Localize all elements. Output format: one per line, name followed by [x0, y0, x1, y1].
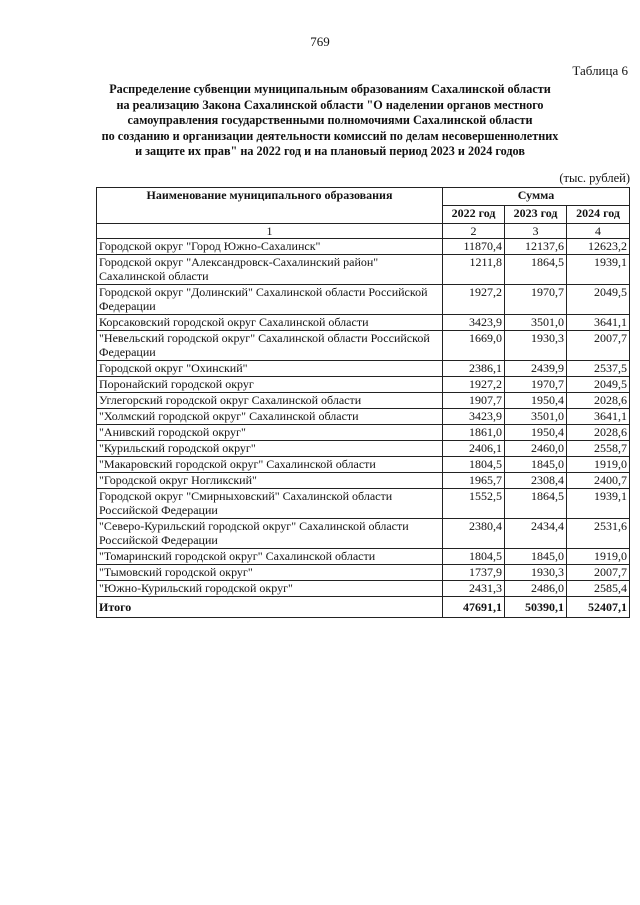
municipality-name: "Анивский городской округ" [97, 425, 443, 441]
value-2024: 2007,7 [567, 565, 630, 581]
column-number: 2 [443, 224, 505, 239]
value-2024: 2558,7 [567, 441, 630, 457]
table-row [97, 473, 630, 489]
value-2024: 2585,4 [567, 581, 630, 597]
value-2024: 2028,6 [567, 425, 630, 441]
total-label: Итого [97, 597, 443, 618]
table-row [97, 331, 630, 361]
value-2022: 3423,9 [443, 409, 505, 425]
value-2024: 1919,0 [567, 549, 630, 565]
value-2023: 3501,0 [505, 315, 567, 331]
table-row [97, 255, 630, 285]
value-2023: 1970,7 [505, 377, 567, 393]
value-2023: 12137,6 [505, 239, 567, 255]
value-2022: 2431,3 [443, 581, 505, 597]
value-2024: 2537,5 [567, 361, 630, 377]
value-2022: 1927,2 [443, 377, 505, 393]
value-2024: 3641,1 [567, 409, 630, 425]
value-2022: 1861,0 [443, 425, 505, 441]
value-2024: 1919,0 [567, 457, 630, 473]
title-line: и защите их прав" на 2022 год и на плановый период 2023 и 2024 годов [135, 144, 525, 159]
header-year-2022: 2022 год [443, 206, 505, 224]
table-row [97, 581, 630, 597]
page-number: 769 [310, 34, 330, 49]
value-2023: 3501,0 [505, 409, 567, 425]
column-number: 1 [97, 224, 443, 239]
municipality-name: "Южно-Курильский городской округ" [97, 581, 443, 597]
value-2023: 1950,4 [505, 425, 567, 441]
title-line: Распределение субвенции муниципальным образованиям Сахалинской области [109, 82, 551, 96]
table-row [97, 315, 630, 331]
value-2024: 2400,7 [567, 473, 630, 489]
value-2023: 1930,3 [505, 565, 567, 581]
value-2022: 1737,9 [443, 565, 505, 581]
municipality-name: "Городской округ Ногликский" [97, 473, 443, 489]
total-row [97, 597, 630, 618]
value-2023: 2439,9 [505, 361, 567, 377]
value-2024: 1939,1 [567, 489, 630, 519]
total-2022: 47691,1 [443, 597, 505, 618]
municipality-name: "Томаринский городской округ" Сахалинской области [97, 549, 443, 565]
municipality-name: Городской округ "Смирныховский" Сахалинской области Российской Федерации [97, 489, 443, 519]
table-row [97, 377, 630, 393]
value-2022: 2386,1 [443, 361, 505, 377]
municipality-name: Корсаковский городской округ Сахалинской области [97, 315, 443, 331]
value-2024: 2028,6 [567, 393, 630, 409]
municipality-name: "Курильский городской округ" [97, 441, 443, 457]
title-line: на реализацию Закона Сахалинской области "О наделении органов местного [116, 97, 544, 112]
value-2022: 3423,9 [443, 315, 505, 331]
municipality-name: "Тымовский городской округ" [97, 565, 443, 581]
value-2023: 2486,0 [505, 581, 567, 597]
value-2023: 1950,4 [505, 393, 567, 409]
municipality-name: Городской округ "Охинский" [97, 361, 443, 377]
value-2022: 1907,7 [443, 393, 505, 409]
value-2022: 11870,4 [443, 239, 505, 255]
total-2024: 52407,1 [567, 597, 630, 618]
value-2022: 1804,5 [443, 457, 505, 473]
value-2022: 1552,5 [443, 489, 505, 519]
municipality-name: Поронайский городской округ [97, 377, 443, 393]
value-2022: 2406,1 [443, 441, 505, 457]
value-2023: 2434,4 [505, 519, 567, 549]
table-row [97, 425, 630, 441]
value-2023: 1845,0 [505, 549, 567, 565]
table-row [97, 409, 630, 425]
municipality-name: Городской округ "Город Южно-Сахалинск" [97, 239, 443, 255]
municipality-name: Углегорский городской округ Сахалинской области [97, 393, 443, 409]
value-2022: 1669,0 [443, 331, 505, 361]
municipality-name: "Невельский городской округ" Сахалинской области Российской Федерации [97, 331, 443, 361]
header-name: Наименование муниципального образования [97, 188, 443, 224]
municipality-name: "Северо-Курильский городской округ" Сахалинской области Российской Федерации [97, 519, 443, 549]
value-2024: 2531,6 [567, 519, 630, 549]
value-2022: 1927,2 [443, 285, 505, 315]
table-row [97, 441, 630, 457]
table-row [97, 361, 630, 377]
column-number: 3 [505, 224, 567, 239]
municipality-name: Городской округ "Долинский" Сахалинской области Российской Федерации [97, 285, 443, 315]
value-2023: 1864,5 [505, 255, 567, 285]
municipality-name: Городской округ "Александровск-Сахалинский район" Сахалинской области [97, 255, 443, 285]
value-2022: 1211,8 [443, 255, 505, 285]
value-2022: 1965,7 [443, 473, 505, 489]
header-year-2023: 2023 год [505, 206, 567, 224]
value-2023: 2308,4 [505, 473, 567, 489]
units-note: (тыс. рублей) [559, 171, 630, 185]
title-line: по созданию и организации деятельности комиссий по делам несовершеннолетних [101, 128, 559, 143]
value-2023: 1970,7 [505, 285, 567, 315]
header-year-2024: 2024 год [567, 206, 630, 224]
value-2023: 1864,5 [505, 489, 567, 519]
document-title [100, 82, 560, 160]
table-row [97, 519, 630, 549]
value-2024: 2049,5 [567, 285, 630, 315]
table-row [97, 565, 630, 581]
subvention-table [96, 187, 630, 618]
header-sum: Сумма [443, 188, 630, 206]
value-2023: 1930,3 [505, 331, 567, 361]
value-2024: 3641,1 [567, 315, 630, 331]
table-row [97, 285, 630, 315]
title-line: самоуправления государственными полномочиями Сахалинской области [127, 113, 533, 128]
municipality-name: "Холмский городской округ" Сахалинской области [97, 409, 443, 425]
value-2024: 2007,7 [567, 331, 630, 361]
total-2023: 50390,1 [505, 597, 567, 618]
value-2022: 2380,4 [443, 519, 505, 549]
column-number: 4 [567, 224, 630, 239]
table-label: Таблица 6 [572, 63, 628, 78]
value-2024: 1939,1 [567, 255, 630, 285]
table-row [97, 489, 630, 519]
table-row [97, 549, 630, 565]
value-2023: 2460,0 [505, 441, 567, 457]
value-2024: 2049,5 [567, 377, 630, 393]
value-2023: 1845,0 [505, 457, 567, 473]
table-row [97, 393, 630, 409]
table-row [97, 457, 630, 473]
table-row [97, 239, 630, 255]
municipality-name: "Макаровский городской округ" Сахалинской области [97, 457, 443, 473]
value-2022: 1804,5 [443, 549, 505, 565]
value-2024: 12623,2 [567, 239, 630, 255]
